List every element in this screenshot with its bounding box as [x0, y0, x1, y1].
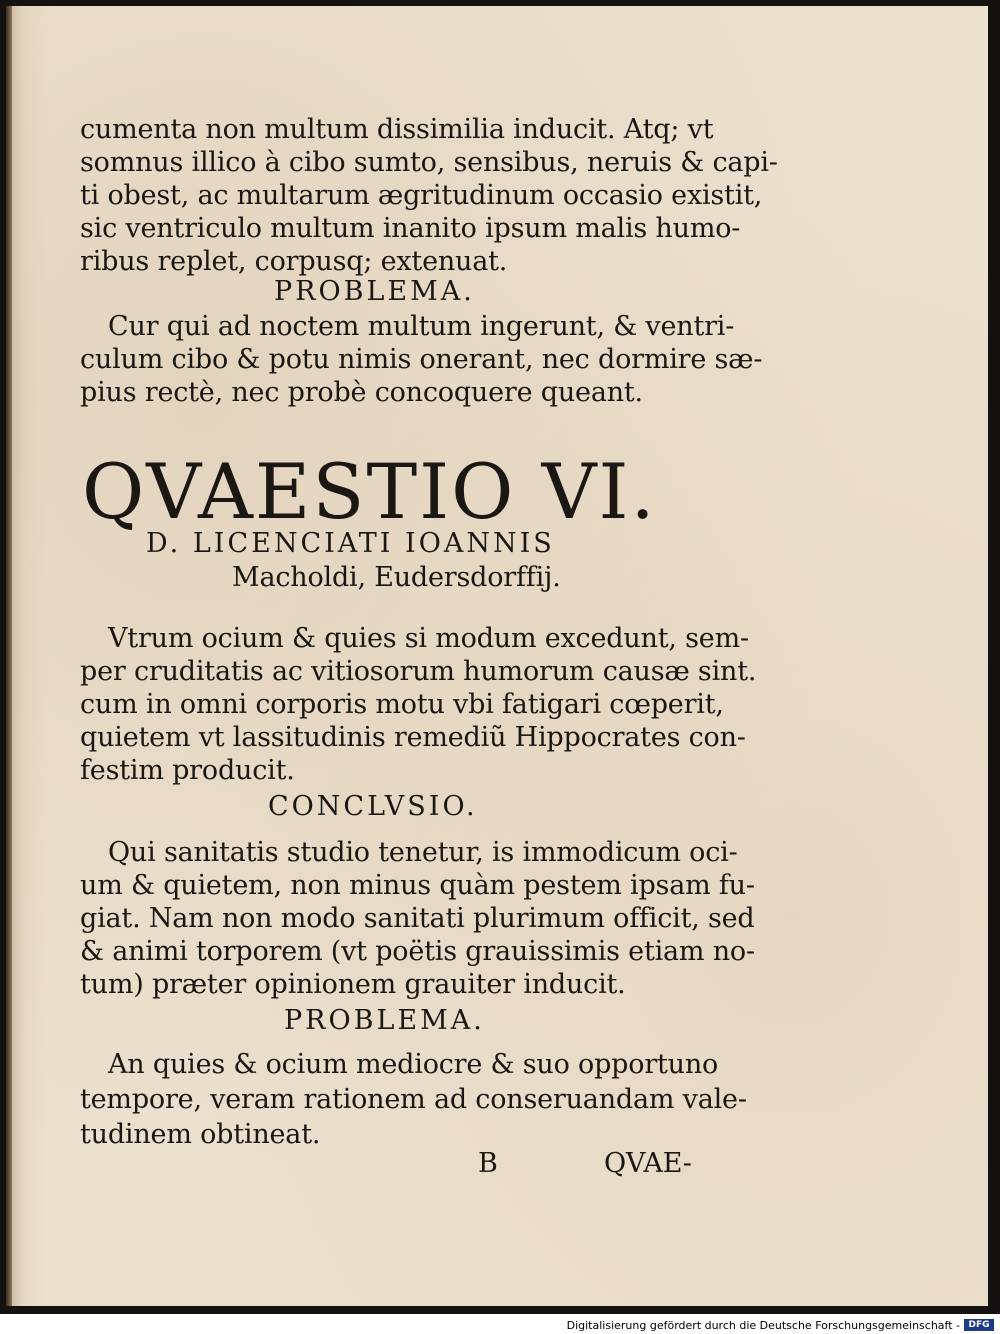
text-line: ti obest, ac multarum ægritudinum occasio existit, — [80, 180, 763, 211]
section-subtitle-name: Macholdi, Eudersdorffij. — [232, 562, 561, 593]
text-line: cum in omni corporis motu vbi fatigari cœperit, — [80, 689, 724, 720]
text-line: quietem vt lassitudinis remediũ Hippocrates con- — [80, 722, 746, 753]
section-subtitle-author: D. LICENCIATI IOANNIS — [146, 528, 555, 559]
section-title: QVAESTIO VI. — [82, 447, 657, 536]
text-line: giat. Nam non modo sanitati plurimum officit, sed — [80, 903, 755, 934]
text-line: & animi torporem (vt poëtis grauissimis etiam no- — [80, 936, 755, 967]
text-line: cumenta non multum dissimilia inducit. Atq; vt — [80, 114, 714, 145]
text-line: ribus replet, corpusq; extenuat. — [80, 246, 508, 277]
heading-problema: PROBLEMA. — [284, 1005, 485, 1036]
text-line: culum cibo & potu nimis onerant, nec dormire sæ- — [80, 344, 763, 375]
heading-conclusio: CONCLVSIO. — [268, 791, 478, 822]
text-line: Qui sanitatis studio tenetur, is immodicum oci- — [108, 837, 738, 868]
text-line: tudinem obtineat. — [80, 1119, 321, 1150]
text-line: An quies & ocium mediocre & suo opportuno — [108, 1049, 719, 1080]
binding-gutter — [6, 6, 12, 1306]
text-line: tempore, veram rationem ad conseruandam vale- — [80, 1084, 747, 1115]
scanned-page — [6, 6, 988, 1306]
text-line: sic ventriculo multum inanito ipsum malis humo- — [80, 213, 741, 244]
text-line: festim producit. — [80, 755, 295, 786]
text-line: Cur qui ad noctem multum ingerunt, & ventri- — [108, 311, 735, 342]
dfg-logo[interactable]: DFG — [964, 1319, 994, 1331]
text-line: pius rectè, nec probè concoquere queant. — [80, 377, 643, 408]
text-line: somnus illico à cibo sumto, sensibus, neruis & capi- — [80, 147, 778, 178]
text-line: per cruditatis ac vitiosorum humorum causæ sint. — [80, 656, 757, 687]
text-line: tum) præter opinionem grauiter inducit. — [80, 969, 626, 1000]
heading-problema: PROBLEMA. — [274, 276, 475, 307]
text-line: um & quietem, non minus quàm pestem ipsam fu- — [80, 870, 755, 901]
signature-mark: B — [478, 1148, 498, 1179]
digitization-credit: Digitalisierung gefördert durch die Deutsche Forschungsgemeinschaft - — [566, 1319, 960, 1332]
catchword: QVAE- — [604, 1148, 692, 1179]
text-line: Vtrum ocium & quies si modum excedunt, sem- — [108, 623, 749, 654]
